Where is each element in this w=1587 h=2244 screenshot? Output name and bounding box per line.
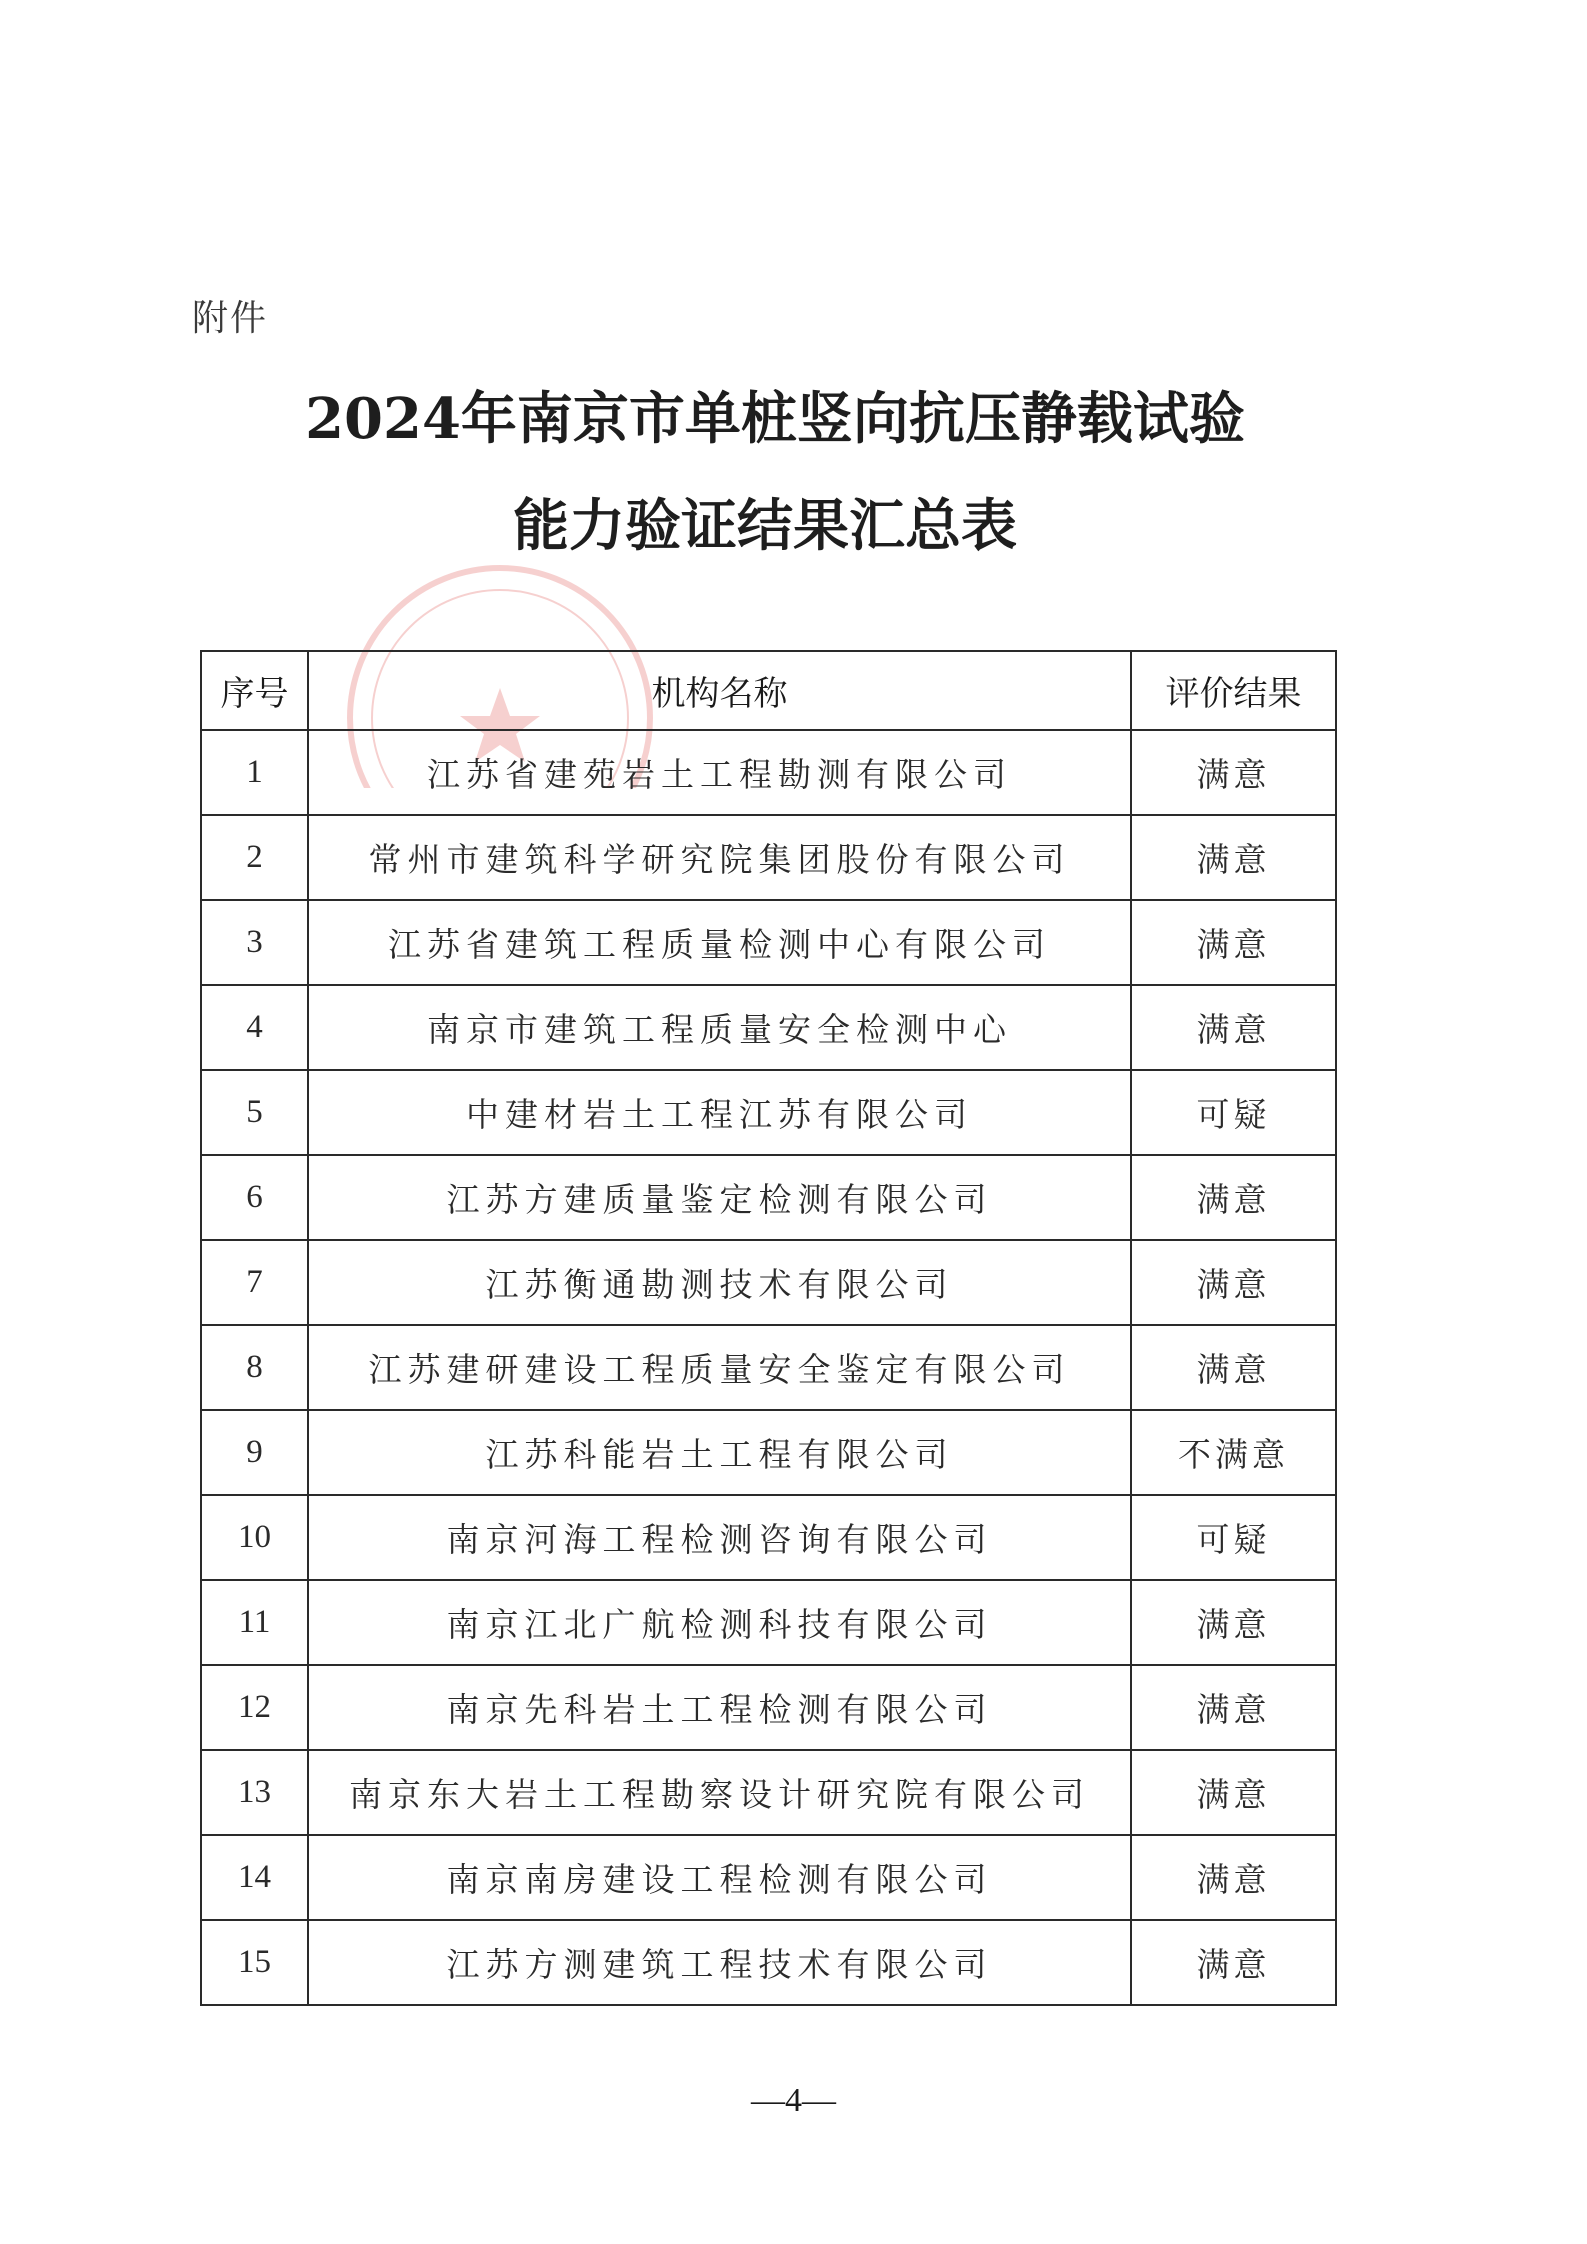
header-index: 序号 — [201, 651, 308, 730]
row-institution-name: 江苏建研建设工程质量安全鉴定有限公司 — [308, 1325, 1131, 1410]
table-row — [201, 1835, 1336, 1920]
row-result: 满意 — [1131, 985, 1336, 1070]
row-index: 15 — [201, 1920, 308, 2005]
header-evaluation-result: 评价结果 — [1131, 651, 1336, 730]
row-result: 满意 — [1131, 815, 1336, 900]
table-row — [201, 985, 1336, 1070]
row-result: 满意 — [1131, 900, 1336, 985]
row-institution-name: 南京东大岩土工程勘察设计研究院有限公司 — [308, 1750, 1131, 1835]
row-result: 不满意 — [1131, 1410, 1336, 1495]
table-row — [201, 1070, 1336, 1155]
row-index: 13 — [201, 1750, 308, 1835]
row-index: 6 — [201, 1155, 308, 1240]
row-index: 14 — [201, 1835, 308, 1920]
row-result: 满意 — [1131, 1835, 1336, 1920]
results-table — [200, 650, 1337, 2006]
table-row — [201, 815, 1336, 900]
table-row — [201, 1665, 1336, 1750]
row-institution-name: 江苏科能岩土工程有限公司 — [308, 1410, 1131, 1495]
row-result: 满意 — [1131, 1155, 1336, 1240]
row-result: 满意 — [1131, 730, 1336, 815]
row-institution-name: 江苏省建筑工程质量检测中心有限公司 — [308, 900, 1131, 985]
row-index: 4 — [201, 985, 308, 1070]
table-row — [201, 1410, 1336, 1495]
row-index: 2 — [201, 815, 308, 900]
row-index: 8 — [201, 1325, 308, 1410]
table-header-row — [201, 651, 1336, 730]
document-title-line-2: 能力验证结果汇总表 — [513, 493, 1017, 559]
row-institution-name: 江苏衡通勘测技术有限公司 — [308, 1240, 1131, 1325]
row-institution-name: 南京市建筑工程质量安全检测中心 — [308, 985, 1131, 1070]
table-row — [201, 1325, 1336, 1410]
table-row — [201, 1750, 1336, 1835]
row-index: 11 — [201, 1580, 308, 1665]
row-index: 10 — [201, 1495, 308, 1580]
row-index: 12 — [201, 1665, 308, 1750]
table-row — [201, 1240, 1336, 1325]
row-index: 7 — [201, 1240, 308, 1325]
table-row — [201, 1495, 1336, 1580]
row-institution-name: 南京先科岩土工程检测有限公司 — [308, 1665, 1131, 1750]
row-institution-name: 南京江北广航检测科技有限公司 — [308, 1580, 1131, 1665]
table-row — [201, 1920, 1336, 2005]
table-row — [201, 1155, 1336, 1240]
row-result: 满意 — [1131, 1240, 1336, 1325]
header-institution-name: 机构名称 — [308, 651, 1131, 730]
row-institution-name: 中建材岩土工程江苏有限公司 — [308, 1070, 1131, 1155]
row-result: 可疑 — [1131, 1070, 1336, 1155]
row-result: 满意 — [1131, 1665, 1336, 1750]
page-number: —4— — [751, 2082, 836, 2119]
row-institution-name: 南京河海工程检测咨询有限公司 — [308, 1495, 1131, 1580]
row-result: 可疑 — [1131, 1495, 1336, 1580]
row-result: 满意 — [1131, 1920, 1336, 2005]
row-institution-name: 江苏省建苑岩土工程勘测有限公司 — [308, 730, 1131, 815]
row-index: 9 — [201, 1410, 308, 1495]
row-institution-name: 南京南房建设工程检测有限公司 — [308, 1835, 1131, 1920]
row-index: 3 — [201, 900, 308, 985]
row-institution-name: 常州市建筑科学研究院集团股份有限公司 — [308, 815, 1131, 900]
row-institution-name: 江苏方建质量鉴定检测有限公司 — [308, 1155, 1131, 1240]
table-row — [201, 730, 1336, 815]
row-result: 满意 — [1131, 1750, 1336, 1835]
attachment-label: 附件 — [192, 298, 269, 339]
table-row — [201, 1580, 1336, 1665]
table-row — [201, 900, 1336, 985]
row-institution-name: 江苏方测建筑工程技术有限公司 — [308, 1920, 1131, 2005]
row-result: 满意 — [1131, 1580, 1336, 1665]
row-result: 满意 — [1131, 1325, 1336, 1410]
row-index: 5 — [201, 1070, 308, 1155]
row-index: 1 — [201, 730, 308, 815]
document-title-line-1: 2024年南京市单桩竖向抗压静载试验 — [305, 386, 1245, 452]
